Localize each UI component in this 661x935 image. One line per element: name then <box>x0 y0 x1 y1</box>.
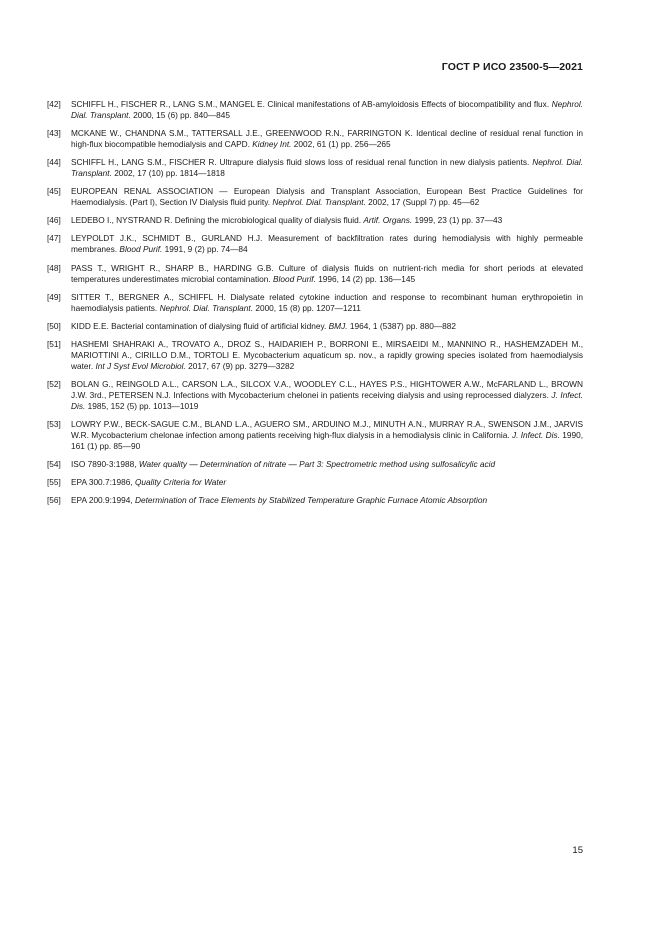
reference-text: EPA 200.9:1994, Determination of Trace Elements by Stabilized Temperature Graphic Furnace Atomic Absorption <box>71 495 488 506</box>
reference-number: [53] <box>47 419 61 430</box>
reference-text: BOLAN G., REINGOLD A.L., CARSON L.A., SILCOX V.A., WOODLEY C.L., HAYES P.S., HIGHTOWER A.W., McFARLAND L., BROWN J.W. 3rd., PETERSEN N.J. Infections with Mycobacterium chelonei in patients receiving dialysis and using reprocessed dialyzers. J. Infect. Dis. 1985, 152 (5) pp. 1013—1019 <box>71 378 583 411</box>
reference-number: [48] <box>47 262 61 273</box>
reference-number: [56] <box>47 495 61 506</box>
reference-text: SCHIFFL H., LANG S.M., FISCHER R. Ultrapure dialysis fluid slows loss of residual renal function in new dialysis patients. Nephrol. Dial. Transplant. 2002, 17 (10) pp. 1814—1818 <box>71 157 583 179</box>
reference-text: KIDD E.E. Bacterial contamination of dialysing fluid of artificial kidney. BMJ. 1964, 1 (5387) pp. 880—882 <box>71 320 456 331</box>
reference-text: EPA 300.7:1986, Quality Criteria for Water <box>71 477 227 488</box>
reference-number: [44] <box>47 157 61 168</box>
reference-number: [52] <box>47 378 61 389</box>
reference-item <box>47 379 583 412</box>
bibliography-list <box>47 99 583 513</box>
journal-title: Artif. Organs. <box>363 215 413 226</box>
reference-item <box>47 459 583 470</box>
reference-item <box>47 233 583 255</box>
journal-title: Nephrol. Dial. Transplant. <box>71 99 583 120</box>
journal-title: J. Infect. Dis. <box>71 389 583 411</box>
journal-title: Kidney Int. <box>252 139 292 150</box>
reference-text: MCKANE W., CHANDNA S.M., TATTERSALL J.E., GREENWOOD R.N., FARRINGTON K. Identical decline of residual renal function in high-flux biocompatible hemodialysis and CAPD. Kidney Int. 2002, 61 (1) pp. 256—265 <box>71 128 583 150</box>
reference-text: PASS T., WRIGHT R., SHARP B., HARDING G.B. Culture of dialysis fluids on nutrient-rich media for short periods at elevated temperatures underestimates microbial contamination. Blood Purif. 1996, 14 (2) pp. 136—145 <box>71 262 583 284</box>
reference-item <box>47 263 583 285</box>
reference-text: EUROPEAN RENAL ASSOCIATION — European Dialysis and Transplant Association, European Best Practice Guidelines for Haemodialysis. (Part I), Section IV Dialysis fluid purity. Nephrol. Dial. Transplant. 2002, 17 (Suppl 7) pp. 45—62 <box>71 186 583 208</box>
reference-number: [47] <box>47 233 61 244</box>
journal-title: Int J Syst Evol Microbiol. <box>95 360 186 371</box>
journal-title: Nephrol. Dial. Transplant. <box>159 302 254 313</box>
journal-title: J. Infect. Dis. <box>511 430 560 441</box>
reference-text: LEYPOLDT J.K., SCHMIDT B., GURLAND H.J. Measurement of backfiltration rates during hemodialysis with highly permeable membranes. Blood Purif. 1991, 9 (2) pp. 74—84 <box>71 233 583 255</box>
reference-item <box>47 157 583 179</box>
reference-item <box>47 215 583 226</box>
reference-item <box>47 419 583 452</box>
reference-number: [49] <box>47 291 61 302</box>
reference-item <box>47 99 583 121</box>
reference-item <box>47 321 583 332</box>
document-header <box>442 61 583 73</box>
standard-designation: ГОСТ Р ИСО 23500-5—2021 <box>441 61 583 73</box>
reference-number: [50] <box>47 320 61 331</box>
reference-item <box>47 128 583 150</box>
reference-number: [46] <box>47 215 61 226</box>
reference-item <box>47 477 583 488</box>
reference-text: SITTER T., BERGNER A., SCHIFFL H. Dialysate related cytokine induction and response to recombinant human erythropoietin in haemodialysis patients. Nephrol. Dial. Transplant. 2000, 15 (8) pp. 1207—1211 <box>71 291 583 313</box>
reference-text: ISO 7890-3:1988, Water quality — Determination of nitrate — Part 3: Spectrometric method using sulfosalicylic acid <box>71 459 496 470</box>
journal-title: Blood Purif. <box>119 244 163 255</box>
journal-title: Nephrol. Dial. Transplant. <box>71 157 583 179</box>
reference-item <box>47 186 583 208</box>
reference-text: LEDEBO I., NYSTRAND R. Defining the microbiological quality of dialysis fluid. Artif. Organs. 1999, 23 (1) pp. 37—43 <box>71 215 503 226</box>
reference-number: [55] <box>47 477 61 488</box>
reference-item <box>47 495 583 506</box>
standard-title: Quality Criteria for Water <box>134 477 227 488</box>
reference-text: HASHEMI SHAHRAKI A., TROVATO A., DROZ S., HAIDARIEH P., BORRONI E., MIRSAEIDI M., MANNINO R., HASHEMZADEH M., MARIOTTINI A., CIRILLO D.M., TORTOLI E. Mycobacterium aquaticum sp. nov., a rapidly growing species isolated from haemodialysis water. Int J Syst Evol Microbiol. 2017, 67 (9) pp. 3279—3282 <box>71 338 583 371</box>
journal-title: Blood Purif. <box>273 273 316 284</box>
reference-item <box>47 339 583 372</box>
page-number: 15 <box>572 845 583 856</box>
reference-text: SCHIFFL H., FISCHER R., LANG S.M., MANGEL E. Clinical manifestations of AB-amyloidosis Effects of biocompatibility and flux. Nephrol. Dial. Transplant. 2000, 15 (6) pp. 840—845 <box>71 99 583 120</box>
reference-number: [51] <box>47 338 61 349</box>
standard-title: Water quality — Determination of nitrate — Part 3: Spectrometric method using sulfosalicylic acid <box>138 459 496 470</box>
journal-title: Nephrol. Dial. Transplant. <box>272 197 366 208</box>
reference-number: [54] <box>47 459 61 470</box>
reference-text: LOWRY P.W., BECK-SAGUE C.M., BLAND L.A., AGUERO SM., ARDUINO M.J., MINUTH A.N., MURRAY R.A., SWENSON J.M., JARVIS W.R. Mycobacterium chelonae infection among patients receiving high-flux dialysis in a hemodialysis clinic in California. J. Infect. Dis. 1990, 161 (1) pp. 85—90 <box>71 419 583 452</box>
journal-title: BMJ. <box>328 320 348 331</box>
reference-number: [45] <box>47 186 61 197</box>
standard-title: Determination of Trace Elements by Stabilized Temperature Graphic Furnace Atomic Absorption <box>134 495 488 506</box>
reference-item <box>47 292 583 314</box>
reference-number: [42] <box>47 99 61 109</box>
reference-number: [43] <box>47 128 61 139</box>
